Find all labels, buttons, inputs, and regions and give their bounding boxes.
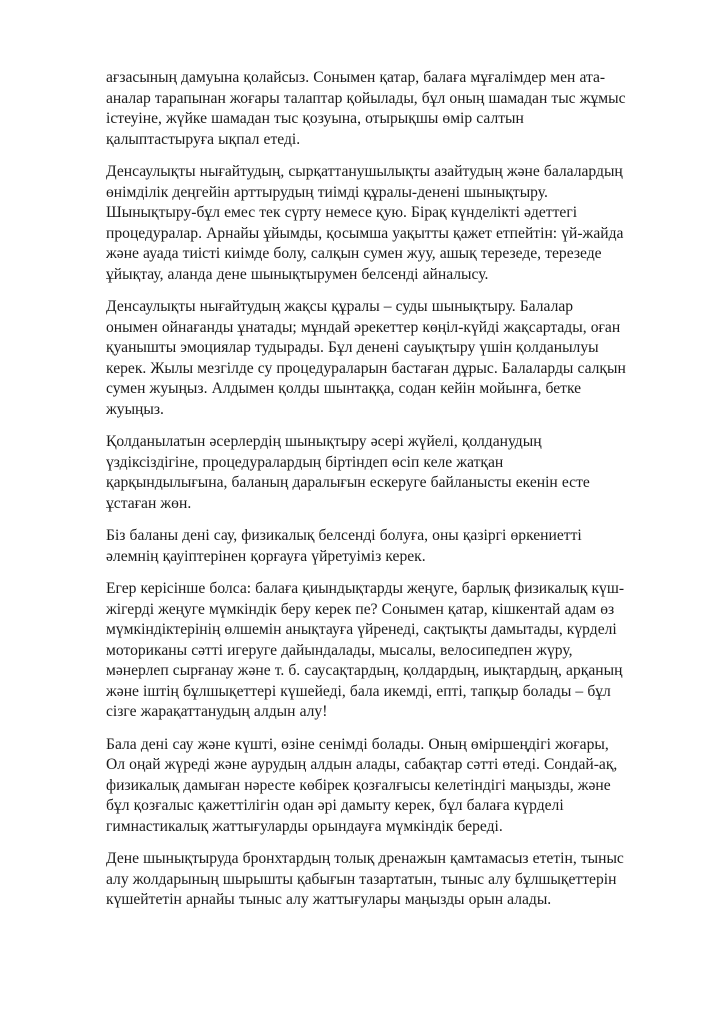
paragraph-6: Егер керісінше болса: балаға қиындықтарды жеңуге, барлық физикалық күш-жігерді жеңуге мүмкіндік беру керек пе? Сонымен қатар, кішкентай адам өз мүмкіндіктерінің өлшемін анықтауға үйренеді, сақтықты дамытады, күрделі моториканы сәтті игеруге дайындалады, мысалы, велосипедпен жүру, мәнерлеп сырғанау және т. б. саусақтардың, қолдардың, иықтардың, арқаның және іштің бұлшықеттері күшейеді, бала икемді, епті, тапқыр болады – бұл сізге жарақаттанудың алдын алу!: [106, 580, 625, 720]
paragraph-2: Денсаулықты нығайтудың, сырқаттанушылықты азайтудың және балалардың өнімділік деңгейін арттырудың тиімді құралы-денені шынықтыру. Шынықтыру-бұл емес тек сүрту немесе қую. Бірақ күнделікті әдеттегі процедуралар. Арнайы ұйымды, қосымша уақытты қажет етпейтін: үй-жайда және ауада тиісті киімде болу, салқын сумен жуу, ашық терезеде, терезеде ұйықтау, аланда дене шынықтырумен белсенді айналысу.: [106, 163, 624, 283]
paragraph-1: ағзасының дамуына қолайсыз. Сонымен қатар, балаға мұғалімдер мен ата-аналар тарапынан жоғары талаптар қойылады, бұл оның шамадан тыс жұмыс істеуіне, жүйке шамадан тыс қозуына, отырықшы өмір салтын қалыптастыруға ықпал етеді.: [106, 69, 626, 148]
paragraph-3: Денсаулықты нығайтудың жақсы құралы – суды шынықтыру. Балалар онымен ойнағанды ұнатады; мұндай әрекеттер көңіл-күйді жақсартады, оған қуанышты эмоциялар тудырады. Бұл денені сауықтыру үшін қолданылуы керек. Жылы мезгілде су процедураларын бастаған дұрыс. Балаларды салқын сумен жуыңыз. Алдымен қолды шынтаққа, содан кейін мойынға, бетке жуыңыз.: [106, 298, 626, 418]
document-body: [106, 68, 626, 923]
paragraph-5: Біз баланы дені сау, физикалық белсенді болуға, оны қазіргі өркениетті әлемнің қауіптерінен қорғауға үйретуіміз керек.: [106, 527, 582, 565]
paragraph-7: Бала дені сау және күшті, өзіне сенімді болады. Оның өміршеңдігі жоғары, Ол оңай жүреді және аурудың алдын алады, сабақтар сәтті өтеді. Сондай-ақ, физикалық дамыған нәресте көбірек қозғалғысы келетіндігі маңызды, және бұл қозғалыс қажеттілігін одан әрі дамыту керек, бұл балаға күрделі гимнастикалық жаттығуларды орындауға мүмкіндік береді.: [106, 735, 618, 835]
paragraph-4: Қолданылатын әсерлердің шынықтыру әсері жүйелі, қолданудың үздіксіздігіне, процедуралардың біртіндеп өсіп келе жатқан қарқындылығына, баланың даралығын ескеруге байланысты екенін есте ұстаған жөн.: [106, 433, 590, 512]
paragraph-8: Дене шынықтыруда бронхтардың толық дренажын қамтамасыз ететін, тыныс алу жолдарының шырышты қабығын тазартатын, тыныс алу бұлшықеттерін күшейтетін арнайы тыныс алу жаттығулары маңызды орын алады.: [106, 850, 624, 908]
